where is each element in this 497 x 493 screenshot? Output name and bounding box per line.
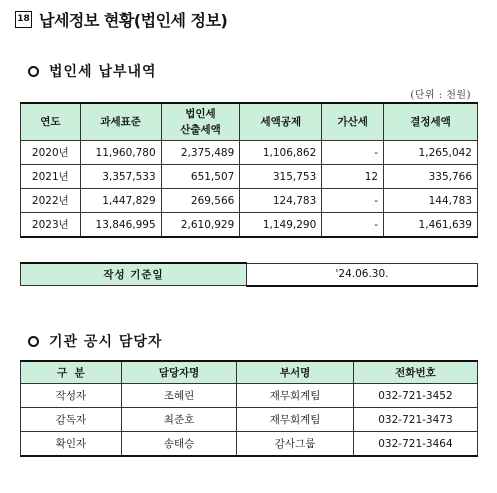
contacts-table-cell: 재무회계팀: [237, 384, 354, 408]
contacts-table-cell: 재무회계팀: [237, 408, 354, 432]
tax-value-cell: 1,106,862: [240, 141, 322, 165]
contacts-table-row: [21, 408, 478, 432]
tax-table-row: [21, 141, 478, 165]
tax-value-cell: 11,960,780: [80, 141, 161, 165]
base-date-label: 작성 기준일: [21, 263, 247, 286]
section-title-tax: 법인세 납부내역: [49, 64, 157, 80]
contacts-table-cell: 송태승: [121, 432, 236, 457]
tax-table-header-cell: 세액공제: [240, 103, 322, 141]
contacts-table-cell: 032-721-3452: [353, 384, 477, 408]
section-heading-contacts: [28, 331, 162, 351]
tax-table-header-cell: 법인세 산출세액: [161, 103, 240, 141]
contacts-table-header-cell: 전화번호: [353, 361, 477, 384]
contacts-table-header-row: [21, 361, 478, 384]
contacts-table-header-cell: 구 분: [21, 361, 122, 384]
tax-value-cell: 269,566: [161, 189, 240, 213]
tax-value-cell: 1,461,639: [384, 213, 478, 238]
contacts-table-cell: 확인자: [21, 432, 122, 457]
base-date-table: [20, 262, 478, 287]
tax-table-row: [21, 189, 478, 213]
tax-table-header-cell: 연도: [21, 103, 81, 141]
tax-table-header-cell: 과세표준: [80, 103, 161, 141]
tax-value-cell: 1,149,290: [240, 213, 322, 238]
section-number-badge: 18: [15, 11, 32, 28]
tax-table-row: [21, 213, 478, 238]
contacts-table-cell: 최준호: [121, 408, 236, 432]
base-date-row: [21, 263, 478, 286]
contacts-table-row: [21, 432, 478, 457]
tax-table: [20, 102, 478, 238]
tax-year-cell: 2021년: [21, 165, 81, 189]
section-heading-tax: [28, 61, 157, 81]
page-title: 납세정보 현황(법인세 정보): [39, 11, 228, 30]
contacts-table-cell: 감사그룹: [237, 432, 354, 457]
tax-table-row: [21, 165, 478, 189]
contacts-table-cell: 감독자: [21, 408, 122, 432]
tax-value-cell: -: [322, 213, 384, 238]
tax-year-cell: 2023년: [21, 213, 81, 238]
tax-value-cell: 3,357,533: [80, 165, 161, 189]
tax-value-cell: 315,753: [240, 165, 322, 189]
tax-value-cell: 651,507: [161, 165, 240, 189]
tax-value-cell: 13,846,995: [80, 213, 161, 238]
contacts-table: [20, 360, 478, 457]
tax-value-cell: 335,766: [384, 165, 478, 189]
contacts-table-row: [21, 384, 478, 408]
tax-value-cell: 124,783: [240, 189, 322, 213]
contacts-table-cell: 조혜린: [121, 384, 236, 408]
tax-value-cell: 1,265,042: [384, 141, 478, 165]
tax-table-header-row: [21, 103, 478, 141]
contacts-table-header-cell: 부서명: [237, 361, 354, 384]
contacts-table-cell: 032-721-3464: [353, 432, 477, 457]
contacts-table-cell: 032-721-3473: [353, 408, 477, 432]
tax-table-header-cell: 가산세: [322, 103, 384, 141]
contacts-table-header-cell: 담당자명: [121, 361, 236, 384]
unit-label: (단위 : 천원): [410, 90, 471, 101]
base-date-value: '24.06.30.: [247, 263, 478, 286]
tax-year-cell: 2020년: [21, 141, 81, 165]
tax-table-header-cell: 결정세액: [384, 103, 478, 141]
circle-bullet-icon: [28, 66, 39, 77]
page-title-block: [15, 8, 227, 31]
tax-value-cell: 1,447,829: [80, 189, 161, 213]
tax-value-cell: -: [322, 189, 384, 213]
tax-value-cell: 12: [322, 165, 384, 189]
circle-bullet-icon: [28, 336, 39, 347]
tax-year-cell: 2022년: [21, 189, 81, 213]
tax-value-cell: -: [322, 141, 384, 165]
section-title-contacts: 기관 공시 담당자: [49, 334, 163, 350]
tax-value-cell: 2,375,489: [161, 141, 240, 165]
contacts-table-cell: 작성자: [21, 384, 122, 408]
tax-value-cell: 2,610,929: [161, 213, 240, 238]
tax-value-cell: 144,783: [384, 189, 478, 213]
